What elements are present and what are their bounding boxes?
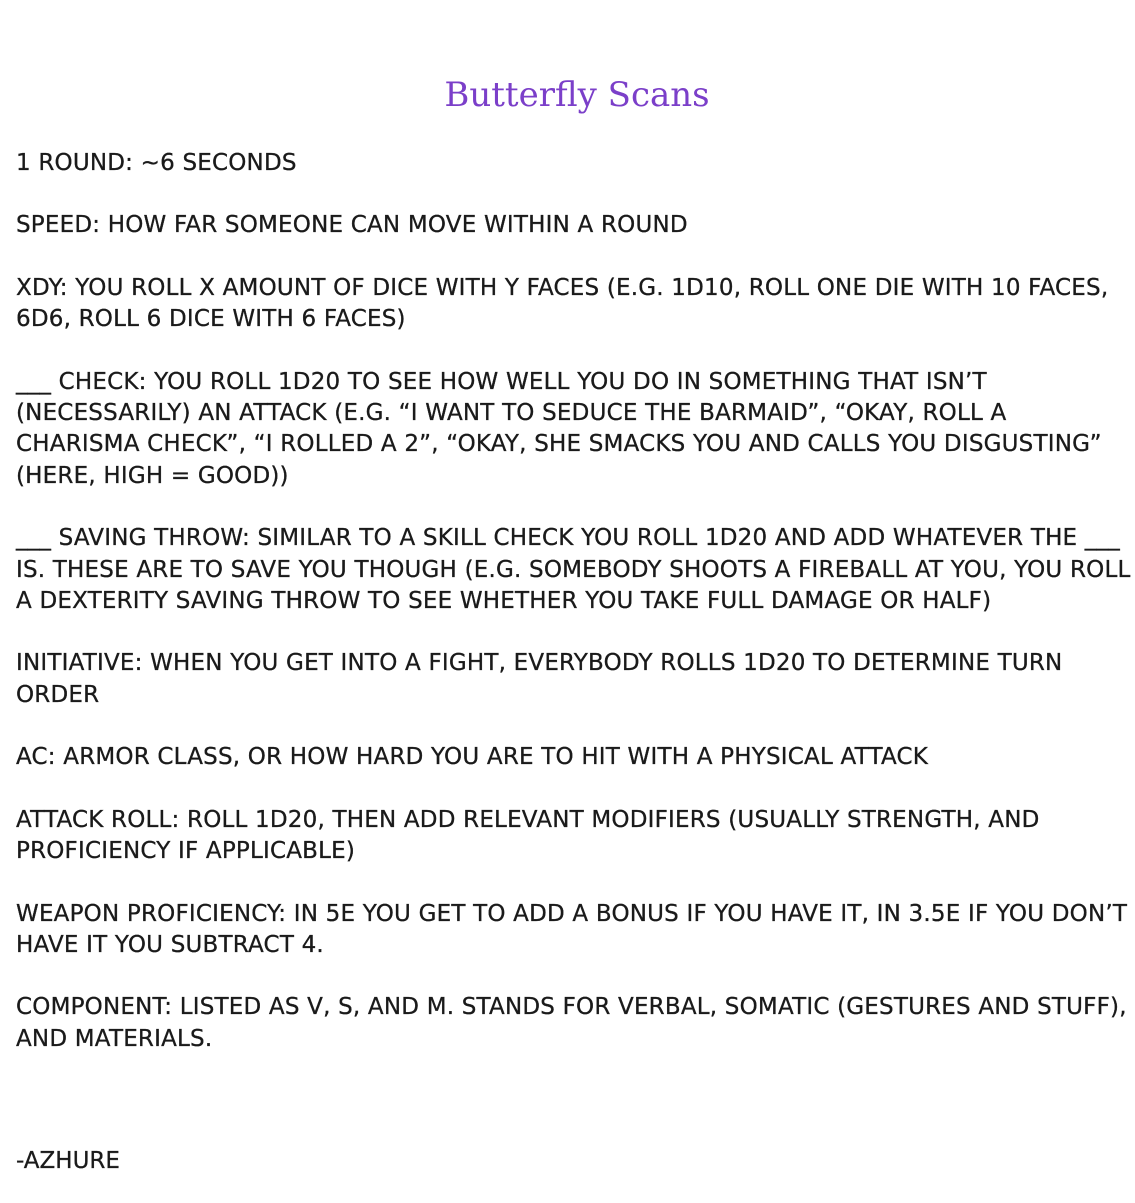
entry-term: ATTACK ROLL: xyxy=(16,806,180,833)
glossary-entry xyxy=(16,648,1134,711)
entry-term: ___ SAVING THROW: xyxy=(16,525,250,552)
entry-definition: HOW FAR SOMEONE CAN MOVE WITHIN A ROUND xyxy=(100,212,688,239)
entry-term: ___ CHECK: xyxy=(16,368,147,395)
author-signature: -AZHURE xyxy=(16,1148,120,1174)
page-title: Butterfly Scans xyxy=(444,75,710,115)
entry-definition: SIMILAR TO A SKILL CHECK YOU ROLL 1D20 AND ADD WHATEVER THE ___ IS. THESE ARE TO SAVE YOU THOUGH (E.G. SOMEBODY SHOOTS A FIREBALL AT YOU, YOU ROLL A DEXTERITY SAVING THROW TO SEE WHETHER YOU TAKE FULL DAMAGE OR HALF) xyxy=(16,525,1131,615)
glossary-entry xyxy=(16,273,1134,336)
entry-definition: YOU ROLL 1D20 TO SEE HOW WELL YOU DO IN SOMETHING THAT ISN’T (NECESSARILY) AN ATTACK (E.G. “I WANT TO SEDUCE THE BARMAID”, “OKAY, ROLL A CHARISMA CHECK”, “I ROLLED A 2”, “OKAY, SHE SMACKS YOU AND CALLS YOU DISGUSTING” (HERE, HIGH = GOOD)) xyxy=(16,368,1102,489)
entry-definition: WHEN YOU GET INTO A FIGHT, EVERYBODY ROLLS 1D20 TO DETERMINE TURN ORDER xyxy=(16,650,1063,708)
entry-definition: YOU ROLL X AMOUNT OF DICE WITH Y FACES (E.G. 1D10, ROLL ONE DIE WITH 10 FACES, 6D6, ROLL 6 DICE WITH 6 FACES) xyxy=(16,274,1109,333)
entry-definition: ROLL 1D20, THEN ADD RELEVANT MODIFIERS (USUALLY STRENGTH, AND PROFICIENCY IF APPLICABLE) xyxy=(16,806,1040,865)
glossary-entry xyxy=(16,148,1134,179)
entry-definition: LISTED AS V, S, AND M. STANDS FOR VERBAL, SOMATIC (GESTURES AND STUFF), AND MATERIALS. xyxy=(16,994,1127,1052)
entry-term: XDY: xyxy=(16,274,68,301)
entry-definition: IN 5E YOU GET TO ADD A BONUS IF YOU HAVE IT, IN 3.5E IF YOU DON’T HAVE IT YOU SUBTRACT 4. xyxy=(16,900,1128,958)
glossary-entry xyxy=(16,742,1134,773)
entry-term: SPEED: xyxy=(16,212,101,239)
glossary-entry xyxy=(16,899,1134,962)
entry-term: COMPONENT: xyxy=(16,994,173,1021)
glossary-list xyxy=(16,148,1134,1086)
entry-definition: ~6 SECONDS xyxy=(133,150,297,176)
glossary-entry xyxy=(16,210,1134,241)
glossary-entry xyxy=(16,367,1134,493)
glossary-entry xyxy=(16,992,1134,1055)
glossary-entry xyxy=(16,805,1134,868)
entry-definition: ARMOR CLASS, OR HOW HARD YOU ARE TO HIT WITH A PHYSICAL ATTACK xyxy=(55,744,929,771)
entry-term: INITIATIVE: xyxy=(16,650,143,677)
entry-term: 1 ROUND: xyxy=(16,150,134,176)
entry-term: WEAPON PROFICIENCY: xyxy=(16,900,287,927)
glossary-entry xyxy=(16,523,1134,617)
entry-term: AC: xyxy=(16,744,56,771)
